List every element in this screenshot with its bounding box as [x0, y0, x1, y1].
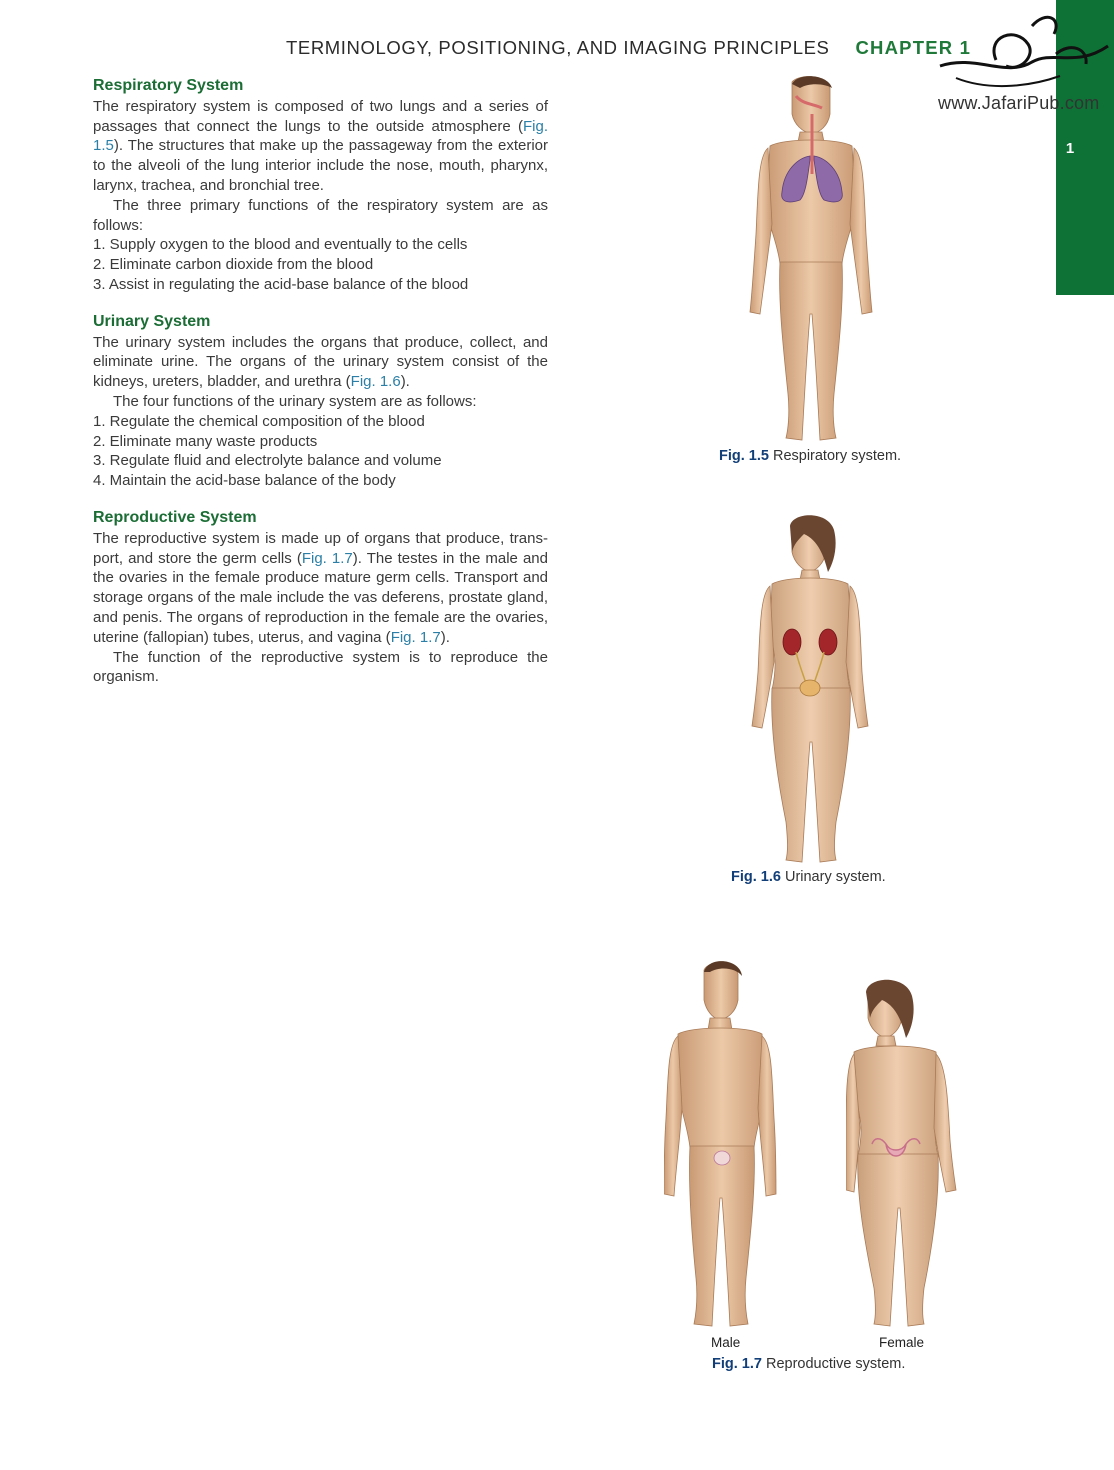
figure-reproductive-male-illustration [664, 958, 784, 1332]
section-heading: Reproductive System [93, 508, 257, 526]
figure-link[interactable]: Fig. 1.5 [93, 117, 548, 155]
section-reproductive [93, 508, 548, 687]
figure-link[interactable]: Fig. 1.6 [350, 373, 401, 391]
paragraph: The function of the reproductive system is to reproduce the organism. [93, 648, 548, 686]
section-urinary [93, 312, 548, 491]
figure-caption: Fig. 1.6 Urinary system. [731, 869, 886, 885]
figure-label-male: Male [711, 1335, 741, 1350]
paragraph: The respiratory system is composed of two lungs and a series of passages that connect the lungs to the outside atmosphere (Fig. 1.5). The structures that make up the passageway from the exterior to the alveoli of the lung interior include the nose, mouth, pharynx, larynx, trachea, and bronchial tree. [93, 97, 548, 194]
function-list [93, 412, 548, 491]
figure-caption: Fig. 1.5 Respiratory system. [719, 448, 902, 464]
figure-link[interactable]: Fig. 1.7 [390, 628, 441, 646]
section-respiratory [93, 76, 548, 295]
publisher-url: www.JafariPub.com [938, 93, 1100, 113]
section-heading: Urinary System [93, 312, 211, 330]
list-item: 2. Eliminate carbon dioxide from the blood [93, 256, 374, 274]
running-head [286, 37, 971, 59]
list-item: 3. Assist in regulating the acid-base balance of the blood [93, 275, 469, 293]
function-list [93, 235, 548, 294]
list-item: 3. Regulate fluid and electrolyte balance and volume [93, 452, 442, 470]
chapter-label: CHAPTER 1 [855, 37, 972, 58]
body-text [93, 76, 548, 704]
figure-caption: Fig. 1.7 Reproductive system. [712, 1356, 906, 1372]
figure-urinary-illustration [748, 512, 874, 868]
figure-respiratory-illustration [740, 74, 880, 446]
figure-reproductive-female-illustration [846, 976, 962, 1330]
paragraph: The reproductive system is made up of organs that produce, trans-port, and store the germ cells (Fig. 1.7). The testes in the male and the ovaries in the female produce mature germ cells. Transport and storage organs of the male include the vas deferens, prostate gland, and penis. The organs of reproduction in the female are the ovaries, uterine (fallopian) tubes, uterus, and vagina (Fig. 1.7). [93, 529, 548, 646]
chapter-tab-number: 1 [1065, 140, 1075, 157]
paragraph: The three primary functions of the respiratory system are as follows: [93, 196, 548, 234]
list-item: 1. Regulate the chemical composition of the blood [93, 412, 425, 430]
list-item: 4. Maintain the acid-base balance of the body [93, 472, 396, 490]
paragraph: The four functions of the urinary system are as follows: [113, 392, 477, 410]
figure-label-female: Female [879, 1335, 925, 1350]
list-item: 1. Supply oxygen to the blood and eventually to the cells [93, 236, 468, 254]
figure-link[interactable]: Fig. 1.7 [301, 549, 353, 567]
paragraph: The urinary system includes the organs that produce, collect, and eliminate urine. The organs of the urinary system consist of the kidneys, ureters, bladder, and urethra (Fig. 1.6). [93, 333, 548, 391]
running-title: TERMINOLOGY, POSITIONING, AND IMAGING PRINCIPLES [286, 37, 830, 58]
section-heading: Respiratory System [93, 77, 244, 94]
list-item: 2. Eliminate many waste products [93, 432, 318, 450]
